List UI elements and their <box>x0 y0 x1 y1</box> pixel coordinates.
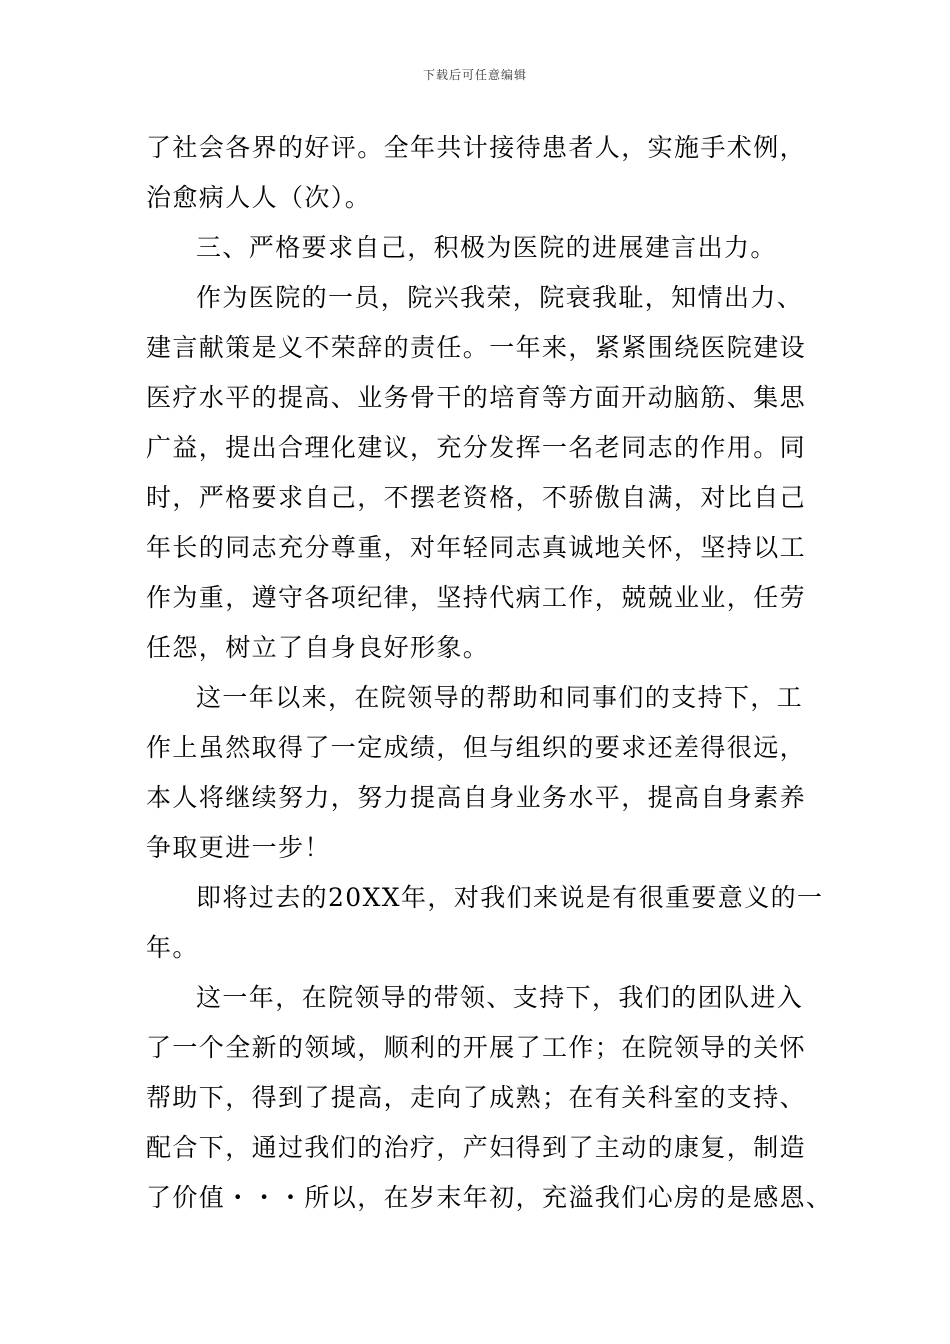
text-line: 年。 <box>146 933 199 962</box>
text-line: 作上虽然取得了一定成绩，但与组织的要求还差得很远， <box>146 733 807 762</box>
text-line: 建言献策是义不荣辞的责任。一年来，紧紧围绕医院建设 <box>146 333 807 362</box>
text-line: 年长的同志充分尊重，对年轻同志真诚地关怀，坚持以工 <box>146 533 807 562</box>
text-line: 作为医院的一员，院兴我荣，院衰我耻，知情出力、 <box>196 283 804 312</box>
header-note: 下载后可任意编辑 <box>422 68 527 82</box>
text-line: 作为重，遵守各项纪律，坚持代病工作，兢兢业业，任劳 <box>146 583 807 612</box>
text-line: 三、严格要求自己，积极为医院的进展建言出力。 <box>196 233 777 262</box>
text-line: 了一个全新的领域，顺利的开展了工作；在院领导的关怀 <box>146 1033 807 1062</box>
text-line: 了价值・・・所以，在岁末年初，充溢我们心房的是感恩、 <box>146 1183 833 1212</box>
text-line: 治愈病人人（次）。 <box>146 183 372 212</box>
text-line: 帮助下，得到了提高，走向了成熟；在有关科室的支持、 <box>146 1083 807 1112</box>
text-line: 任怨，树立了自身良好形象。 <box>146 633 490 662</box>
text-line: 时，严格要求自己，不摆老资格，不骄傲自满，对比自己 <box>146 483 807 512</box>
text-line: 配合下，通过我们的治疗，产妇得到了主动的康复，制造 <box>146 1133 807 1162</box>
text-line: 本人将继续努力，努力提高自身业务水平，提高自身素养 <box>146 783 807 812</box>
text-line: 广益，提出合理化建议，充分发挥一名老同志的作用。同 <box>146 433 807 462</box>
text-line: 这一年，在院领导的带领、支持下，我们的团队进入 <box>196 983 804 1012</box>
text-line: 即将过去的20XX年，对我们来说是有很重要意义的一 <box>196 883 824 912</box>
text-line: 争取更进一步！ <box>146 833 331 862</box>
text-line: 医疗水平的提高、业务骨干的培育等方面开动脑筋、集思 <box>146 383 807 412</box>
text-line: 这一年以来，在院领导的帮助和同事们的支持下，工 <box>196 683 804 712</box>
text-line: 了社会各界的好评。全年共计接待患者人，实施手术例， <box>146 133 807 162</box>
